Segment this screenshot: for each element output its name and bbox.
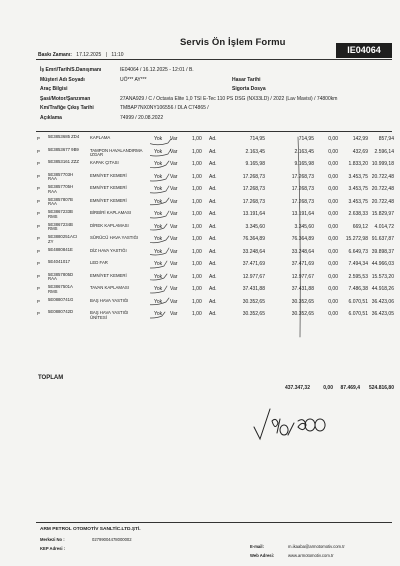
- cell-unit: Ad.: [209, 248, 217, 255]
- cell-total: 9.165,98: [294, 161, 314, 167]
- cell-qty: 1,00: [192, 248, 202, 255]
- cell-total: 17.268,73: [291, 173, 314, 180]
- cell-var: Var: [170, 286, 178, 292]
- cell-code: 5E4880841E: [48, 246, 73, 252]
- cell-tax: 3.453,75: [348, 198, 368, 205]
- info-value: 27ANA929 / C / Octavia Elite 1,0 TSI E-Tec 110 PS DSG (NX33LD) / 2022 (Lav Mavisi) / 74800km: [120, 95, 338, 102]
- cell-desc: TAVAN KAPLAMASI: [90, 285, 129, 290]
- cell-total: 76.364,89: [291, 236, 314, 242]
- cell-yok: Yok: [154, 298, 163, 305]
- cell-unit: Ad.: [209, 186, 217, 192]
- cell-var: Var: [170, 186, 178, 192]
- cell-unit-price: 37.471,69: [242, 261, 265, 267]
- web-value: www.armotomotiv.com.tr: [288, 553, 334, 558]
- cell-desc: EMNİYET KEMERİ: [90, 272, 127, 278]
- cell-disc: 0,00: [328, 186, 338, 192]
- cell-qty: 1,00: [192, 223, 202, 230]
- cell-qty: 1,00: [192, 286, 202, 292]
- cell-var: Var: [170, 223, 178, 230]
- cell-p: P: [37, 261, 40, 266]
- cell-unit-price: 30.352,65: [242, 311, 265, 317]
- info-row: [40, 105, 390, 115]
- cell-tax: 6.070,51: [348, 298, 368, 305]
- cell-code: 5E3857703H RAA: [48, 171, 74, 182]
- print-date-value: 17.12.2025: [76, 52, 102, 58]
- cell-p: P: [37, 136, 40, 141]
- cell-unit-price: 714,95: [249, 136, 265, 142]
- footer-company-name: ARM PETROL OTOMOTİV SANLTİC.LTD.ŞTİ.: [40, 527, 141, 532]
- info-label: Açıklama: [40, 114, 62, 121]
- cell-yok: Yok: [154, 186, 163, 192]
- cell-disc: 0,00: [328, 286, 338, 292]
- cell-grand: 20.722,48: [371, 173, 394, 180]
- cell-disc: 0,00: [328, 161, 338, 167]
- cell-desc: BAŞ HAVA YASTIĞI: [90, 297, 129, 303]
- cell-unit: Ad.: [209, 273, 217, 280]
- cell-grand: 36.423,06: [371, 298, 394, 305]
- cell-yok: Yok: [154, 173, 163, 180]
- cell-yok: Yok: [154, 261, 163, 267]
- cell-qty: 1,00: [192, 198, 202, 205]
- cell-code: 5E4041017: [48, 259, 70, 264]
- cell-code: 5E0880741G: [48, 296, 74, 302]
- cell-p: P: [37, 286, 40, 291]
- cell-code: 5E3857805D RAA: [48, 271, 74, 282]
- info-value: 74999 / 20.08.2022: [120, 114, 164, 121]
- handwritten-signature: [250, 405, 340, 445]
- cell-yok: Yok: [154, 248, 163, 255]
- cell-desc: EMNİYET KEMERİ: [90, 197, 127, 203]
- cell-unit: Ad.: [209, 173, 217, 180]
- cell-yok: Yok: [154, 148, 163, 155]
- print-time-value: 11:10: [111, 52, 124, 58]
- cell-var: Var: [170, 211, 178, 217]
- form-title: Servis Ön İşlem Formu: [180, 37, 286, 48]
- cell-unit: Ad.: [209, 148, 217, 155]
- cell-tax: 432,69: [352, 148, 368, 155]
- cell-disc: 0,00: [328, 223, 338, 230]
- cell-desc: SÜRÜCÜ HAVA YASTIĞI: [90, 235, 139, 240]
- cell-yok: Yok: [154, 198, 163, 205]
- cell-qty: 1,00: [192, 311, 202, 317]
- cell-total: 17.268,73: [291, 198, 314, 205]
- cell-grand: 39.898,37: [371, 248, 394, 255]
- cell-grand: 36.423,05: [371, 311, 394, 317]
- cell-unit-price: 2.163,45: [245, 148, 265, 155]
- cell-yok: Yok: [154, 311, 163, 317]
- cell-total: 17.268,73: [291, 186, 314, 192]
- cell-tax: 2.595,53: [348, 273, 368, 280]
- cell-tax: 15.272,98: [345, 236, 368, 242]
- cell-unit-price: 17.268,73: [242, 173, 265, 180]
- cell-var: Var: [170, 311, 178, 317]
- cell-unit-price: 13.191,64: [242, 211, 265, 217]
- cell-desc: KAPLAMA: [90, 135, 111, 140]
- email-label: E-mail:: [250, 544, 264, 549]
- info-value: IE04064 / 16.12.2025 - 12:01 / B.: [120, 67, 194, 73]
- cell-var: Var: [170, 198, 178, 205]
- cell-tax: 1.833,20: [348, 161, 368, 167]
- total-label: TOPLAM: [38, 375, 64, 381]
- cell-total: 3.345,60: [294, 223, 314, 230]
- cell-unit-price: 17.268,73: [242, 198, 265, 205]
- phone-label: Merkezi No :: [40, 537, 65, 542]
- cell-tax: 2.638,33: [348, 211, 368, 217]
- cell-total: 12.977,67: [291, 273, 314, 280]
- cell-tax: 669,12: [352, 223, 368, 230]
- total-subtotal: 437.347,32: [284, 385, 310, 391]
- cell-tax: 6.649,73: [348, 248, 368, 255]
- cell-total: 33.248,64: [291, 248, 314, 255]
- cell-var: Var: [170, 261, 178, 267]
- header-divider: [36, 59, 392, 60]
- cell-grand: 4.014,72: [374, 223, 394, 230]
- cell-grand: 10.999,18: [371, 161, 394, 167]
- cell-unit-price: 37.431,88: [242, 286, 265, 292]
- cell-code: 5E0880742D: [48, 309, 74, 314]
- cell-code: 5E3853161 ZZZ: [48, 159, 80, 164]
- cell-var: Var: [170, 136, 178, 142]
- cell-unit: Ad.: [209, 223, 217, 230]
- info-row: [40, 67, 390, 77]
- cell-disc: 0,00: [328, 136, 338, 142]
- info-label: Şasi/Motor/Şanzıman: [40, 95, 91, 102]
- cell-grand: 15.829,97: [371, 211, 394, 217]
- cell-qty: 1,00: [192, 136, 202, 142]
- cell-disc: 0,00: [328, 173, 338, 180]
- cell-p: P: [37, 211, 40, 216]
- kep-label: KEP Adresi :: [40, 546, 66, 551]
- cell-disc: 0,00: [328, 248, 338, 255]
- cell-yok: Yok: [154, 286, 163, 292]
- info-row: [40, 86, 390, 96]
- cell-yok: Yok: [154, 223, 163, 230]
- footer-kep: [40, 546, 65, 551]
- cell-unit-price: 9.165,98: [245, 161, 265, 167]
- cell-disc: 0,00: [328, 273, 338, 280]
- cell-yok: Yok: [154, 136, 163, 142]
- cell-total: 714,95: [298, 136, 314, 142]
- cell-qty: 1,00: [192, 261, 202, 267]
- cell-qty: 1,00: [192, 161, 202, 167]
- total-tax: 87.469,4: [340, 385, 360, 391]
- cell-tax: 142,99: [352, 136, 368, 142]
- cell-unit: Ad.: [209, 286, 217, 292]
- cell-code: 5E3853685 ZD4: [48, 134, 80, 139]
- cell-var: Var: [170, 161, 178, 167]
- cell-yok: Yok: [154, 211, 163, 217]
- cell-yok: Yok: [154, 161, 163, 167]
- info-right-label: Hasar Tarihi: [232, 76, 261, 83]
- info-label: Km/Trafiğe Çıkış Tarihi: [40, 105, 94, 111]
- cell-grand: 2.596,14: [374, 148, 394, 155]
- cell-unit-price: 76.364,89: [242, 236, 265, 242]
- cell-grand: 15.573,20: [371, 273, 394, 280]
- cell-qty: 1,00: [192, 236, 202, 242]
- print-label: Baskı Zamanı:: [38, 52, 72, 58]
- cell-qty: 1,00: [192, 186, 202, 192]
- cell-total: 30.352,65: [291, 311, 314, 317]
- cell-unit: Ad.: [209, 211, 217, 217]
- total-grand: 524.816,80: [368, 385, 394, 391]
- cell-total: 30.352,65: [291, 298, 314, 305]
- total-discount: 0,00: [323, 385, 333, 391]
- cell-unit-price: 33.248,64: [242, 248, 265, 255]
- cell-grand: 20.722,48: [371, 198, 394, 205]
- footer-phone: [40, 537, 132, 542]
- cell-code: 5E3867233B RMS: [48, 209, 73, 219]
- cell-unit: Ad.: [209, 161, 217, 167]
- cell-unit: Ad.: [209, 298, 217, 305]
- cell-code: 5E3867501A RMS: [48, 284, 73, 294]
- cell-unit: Ad.: [209, 311, 217, 317]
- info-value: TMBAP7NX0NY106556 / DLA C74865 /: [120, 105, 209, 111]
- cell-desc: DİREK KAPLAMASI: [90, 222, 129, 228]
- cell-unit-price: 12.977,67: [242, 273, 265, 280]
- cell-p: P: [37, 273, 40, 279]
- cell-var: Var: [170, 298, 178, 305]
- cell-code: 5E3857807B RAA: [48, 196, 73, 207]
- cell-qty: 1,00: [192, 211, 202, 217]
- cell-var: Var: [170, 273, 178, 280]
- cell-unit: Ad.: [209, 198, 217, 205]
- cell-qty: 1,00: [192, 148, 202, 155]
- info-value: UÖ*** AY***: [120, 76, 147, 83]
- pen-check-marks: [150, 135, 330, 375]
- cell-unit: Ad.: [209, 261, 217, 267]
- cell-desc: TAMPON HAVALANDIRMA IZGAR: [90, 147, 143, 158]
- cell-unit-price: 3.345,60: [245, 223, 265, 230]
- cell-tax: 3.453,75: [348, 186, 368, 192]
- cell-disc: 0,00: [328, 236, 338, 242]
- cell-disc: 0,00: [328, 311, 338, 317]
- cell-p: P: [37, 173, 40, 179]
- cell-total: 37.431,88: [291, 286, 314, 292]
- cell-disc: 0,00: [328, 261, 338, 267]
- cell-total: 2.163,45: [294, 148, 314, 155]
- footer-web: [250, 553, 334, 558]
- cell-var: Var: [170, 236, 178, 242]
- cell-code: 5E3867234B RMS: [48, 221, 73, 232]
- cell-grand: 91.637,87: [371, 236, 394, 242]
- cell-p: P: [37, 236, 40, 241]
- cell-var: Var: [170, 173, 178, 180]
- cell-desc: BİRBİRİ KAPLAMASI: [90, 210, 132, 215]
- cell-unit-price: 17.268,73: [242, 186, 265, 192]
- cell-var: Var: [170, 248, 178, 255]
- cell-desc: DİZ HAVA YASTIĞI: [90, 247, 127, 253]
- cell-p: P: [37, 148, 40, 154]
- cell-desc: EMNİYET KEMERİ: [90, 172, 127, 178]
- cell-p: P: [37, 248, 40, 254]
- cell-desc: KAPAK ÇITASI: [90, 160, 119, 165]
- cell-desc: BAŞ HAVA YASTIĞI ÜNİTESİ: [90, 310, 129, 320]
- cell-code: 5E3857705H RAA: [48, 184, 74, 194]
- cell-var: Var: [170, 148, 178, 155]
- cell-unit: Ad.: [209, 236, 217, 242]
- cell-tax: 7.486,38: [348, 286, 368, 292]
- footer-divider: [36, 522, 392, 523]
- cell-qty: 1,00: [192, 173, 202, 180]
- cell-p: P: [37, 311, 40, 316]
- cell-tax: 6.070,51: [348, 311, 368, 317]
- cell-grand: 20.722,48: [371, 186, 394, 192]
- cell-yok: Yok: [154, 273, 163, 280]
- info-row: [40, 77, 390, 87]
- print-timestamp: Baskı Zamanı: 17.12.2025 | 11:10: [38, 52, 124, 58]
- cell-p: P: [37, 186, 40, 191]
- items-divider: [36, 131, 392, 132]
- email-value: m.ikaaba@armotomotiv.com.tr: [288, 544, 345, 549]
- cell-desc: LED FAR: [90, 260, 108, 265]
- cell-p: P: [37, 223, 40, 229]
- info-row: [40, 115, 390, 125]
- cell-grand: 857,94: [378, 136, 394, 142]
- cell-qty: 1,00: [192, 273, 202, 280]
- cell-qty: 1,00: [192, 298, 202, 305]
- cell-tax: 7.494,34: [348, 261, 368, 267]
- cell-code: 5E3853677 9B9: [48, 146, 79, 152]
- cell-grand: 44.966,03: [371, 261, 394, 267]
- document-number-badge: IE04064: [336, 43, 392, 58]
- cell-p: P: [37, 298, 40, 304]
- vehicle-info-block: [40, 67, 390, 124]
- info-label: Müşteri Adı Soyadı: [40, 76, 85, 83]
- info-label: İş Emri/Tarih/S.Danışmanı: [40, 67, 102, 73]
- cell-yok: Yok: [154, 236, 163, 242]
- cell-disc: 0,00: [328, 198, 338, 205]
- footer-email: [250, 544, 345, 549]
- cell-disc: 0,00: [328, 148, 338, 155]
- cell-grand: 44.918,26: [371, 286, 394, 292]
- cell-disc: 0,00: [328, 298, 338, 305]
- cell-tax: 3.453,75: [348, 173, 368, 180]
- info-row: [40, 96, 390, 106]
- cell-unit: Ad.: [209, 136, 217, 142]
- web-label: Web Adresi:: [250, 553, 275, 558]
- cell-code: 5E3880251ACI ZY: [48, 234, 78, 244]
- phone-value: 02799004478000002: [92, 537, 132, 542]
- cell-desc: EMNİYET KEMERİ: [90, 185, 127, 190]
- cell-p: P: [37, 161, 40, 166]
- cell-p: P: [37, 198, 40, 204]
- info-right-label: Sigorta Dosya: [232, 86, 266, 92]
- cell-disc: 0,00: [328, 211, 338, 217]
- cell-total: 37.471,69: [291, 261, 314, 267]
- info-label: Araç Bilgisi: [40, 86, 68, 92]
- cell-total: 13.191,64: [291, 211, 314, 217]
- cell-unit-price: 30.352,65: [242, 298, 265, 305]
